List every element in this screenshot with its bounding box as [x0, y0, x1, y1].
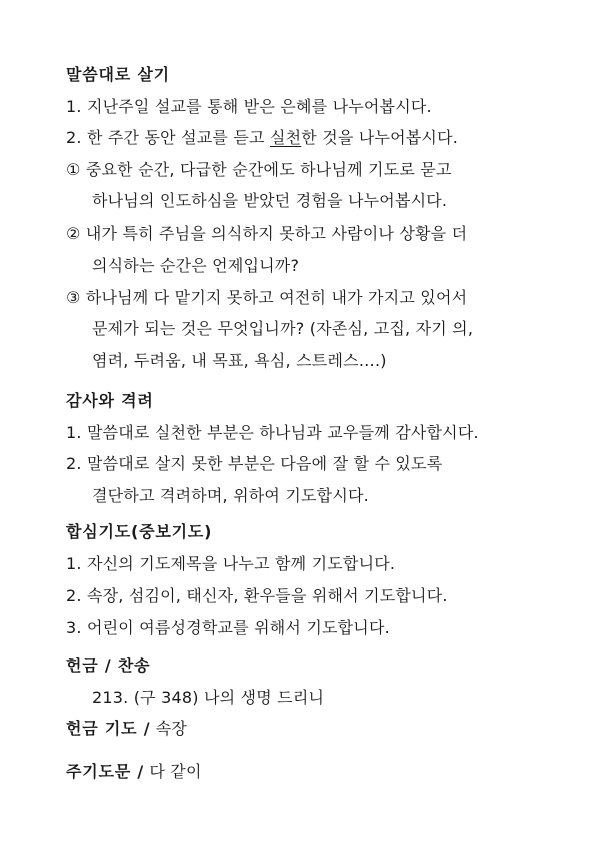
list-item-text: 한 것을 나누어봅시다. — [301, 128, 459, 147]
section-heading-thanks: 감사와 격려 — [66, 391, 154, 410]
list-item-continuation: 문제가 되는 것은 무엇입니까? (자존심, 고집, 자기 의, — [92, 319, 474, 338]
section-heading-lords-prayer: 주기도문 / — [66, 762, 145, 781]
hymn-number: 213. (구 348) 나의 생명 드리니 — [92, 688, 325, 707]
list-item: 2. 말씀대로 살지 못한 부분은 다음에 잘 할 수 있도록 — [66, 454, 443, 473]
offering-prayer-leader: 속장 — [155, 719, 188, 738]
section-heading-prayer: 합심기도(중보기도) — [66, 522, 213, 541]
list-item: 2. 속장, 섬김이, 태신자, 환우들을 위해서 기도합니다. — [66, 586, 448, 605]
list-item: 3. 어린이 여름성경학교를 위해서 기도합니다. — [66, 618, 390, 637]
list-item-continuation: 의식하는 순간은 언제입니까? — [92, 256, 300, 275]
list-item: ① 중요한 순간, 다급한 순간에도 하나님께 기도로 묻고 — [66, 160, 452, 179]
section-heading-offering-prayer: 헌금 기도 / — [66, 719, 151, 738]
list-item-text: 2. 한 주간 동안 설교를 듣고 — [66, 128, 270, 147]
list-item: ② 내가 특히 주님을 의식하지 못하고 사람이나 상황을 더 — [66, 224, 468, 243]
offering-prayer-line — [66, 718, 187, 740]
list-item — [66, 127, 458, 149]
section-heading-living-word: 말씀대로 살기 — [66, 65, 170, 84]
lords-prayer-line — [66, 761, 202, 783]
list-item-continuation: 염려, 두려움, 내 목표, 욕심, 스트레스….) — [92, 351, 387, 370]
list-item-continuation: 하나님의 인도하심을 받았던 경험을 나누어봅시다. — [92, 191, 448, 210]
list-item: 1. 지난주일 설교를 통해 받은 은혜를 나누어봅시다. — [66, 97, 432, 116]
list-item: 1. 자신의 기도제목을 나누고 함께 기도합니다. — [66, 554, 396, 573]
section-heading-offering: 헌금 / 찬송 — [66, 656, 151, 675]
underlined-word: 실천 — [269, 128, 302, 147]
lords-prayer-value: 다 같이 — [149, 762, 202, 781]
list-item-continuation: 결단하고 격려하며, 위하여 기도합시다. — [92, 486, 369, 505]
list-item: 1. 말씀대로 실천한 부분은 하나님과 교우들께 감사합시다. — [66, 423, 479, 442]
list-item: ③ 하나님께 다 맡기지 못하고 여전히 내가 가지고 있어서 — [66, 288, 468, 307]
